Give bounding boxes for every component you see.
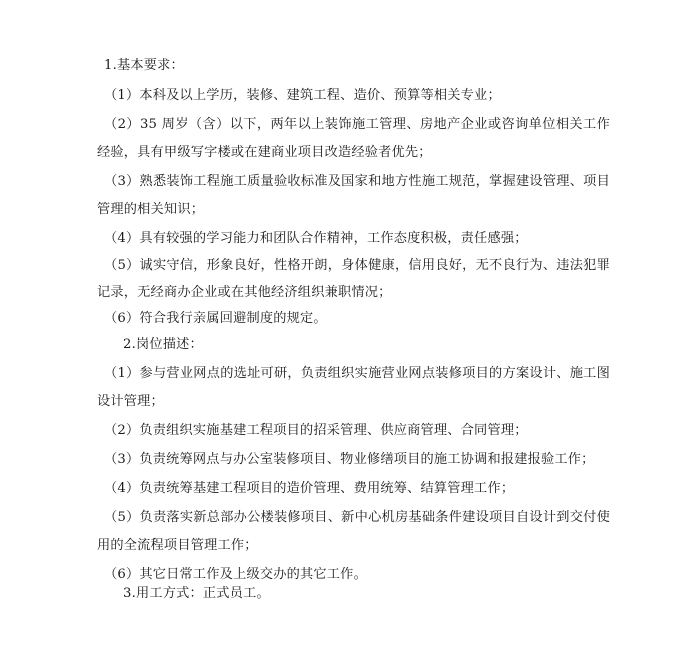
requirement-item-3-line-2: 管理的相关知识； [97, 202, 205, 217]
requirement-item-5-line-2: 记录，无经商办企业或在其他经济组织兼职情况； [97, 285, 392, 300]
duty-item-6: （6）其它日常工作及上级交办的其它工作。 [104, 567, 367, 582]
requirement-item-2-line-2: 经验，具有甲级写字楼或在建商业项目改造经验者优先； [97, 145, 432, 160]
section-heading-requirements: 1.基本要求： [104, 58, 184, 73]
duty-item-3: （3）负责统筹网点与办公室装修项目、物业修缮项目的施工协调和报建报验工作； [104, 452, 595, 467]
section-heading-employment: 3.用工方式：正式员工。 [123, 586, 270, 601]
requirement-item-2-line-1: （2）35 周岁（含）以下，两年以上装饰施工管理、房地产企业或咨询单位相关工作 [104, 117, 610, 132]
duty-item-1-line-2: 设计管理； [97, 394, 164, 409]
requirement-item-3-line-1: （3）熟悉装饰工程施工质量验收标准及国家和地方性施工规范，掌握建设管理、项目 [104, 174, 610, 189]
duty-item-1-line-1: （1）参与营业网点的选址可研，负责组织实施营业网点装修项目的方案设计、施工图 [104, 366, 610, 381]
section-heading-duties: 2.岗位描述： [123, 337, 203, 352]
requirement-item-4: （4）具有较强的学习能力和团队合作精神，工作态度积极，责任感强； [104, 231, 528, 246]
duty-item-5-line-1: （5）负责落实新总部办公楼装修项目、新中心机房基础条件建设项目自设计到交付使 [104, 510, 610, 525]
duty-item-5-line-2: 用的全流程项目管理工作； [97, 538, 258, 553]
duty-item-4: （4）负责统筹基建工程项目的造价管理、费用统筹、结算管理工作； [104, 481, 515, 496]
requirement-item-6: （6）符合我行亲属回避制度的规定。 [104, 311, 327, 326]
requirement-item-5-line-1: （5）诚实守信，形象良好，性格开朗，身体健康，信用良好，无不良行为、违法犯罪 [104, 258, 610, 273]
requirement-item-1: （1）本科及以上学历，装修、建筑工程、造价、预算等相关专业； [104, 88, 501, 103]
duty-item-2: （2）负责组织实施基建工程项目的招采管理、供应商管理、合同管理； [104, 423, 528, 438]
